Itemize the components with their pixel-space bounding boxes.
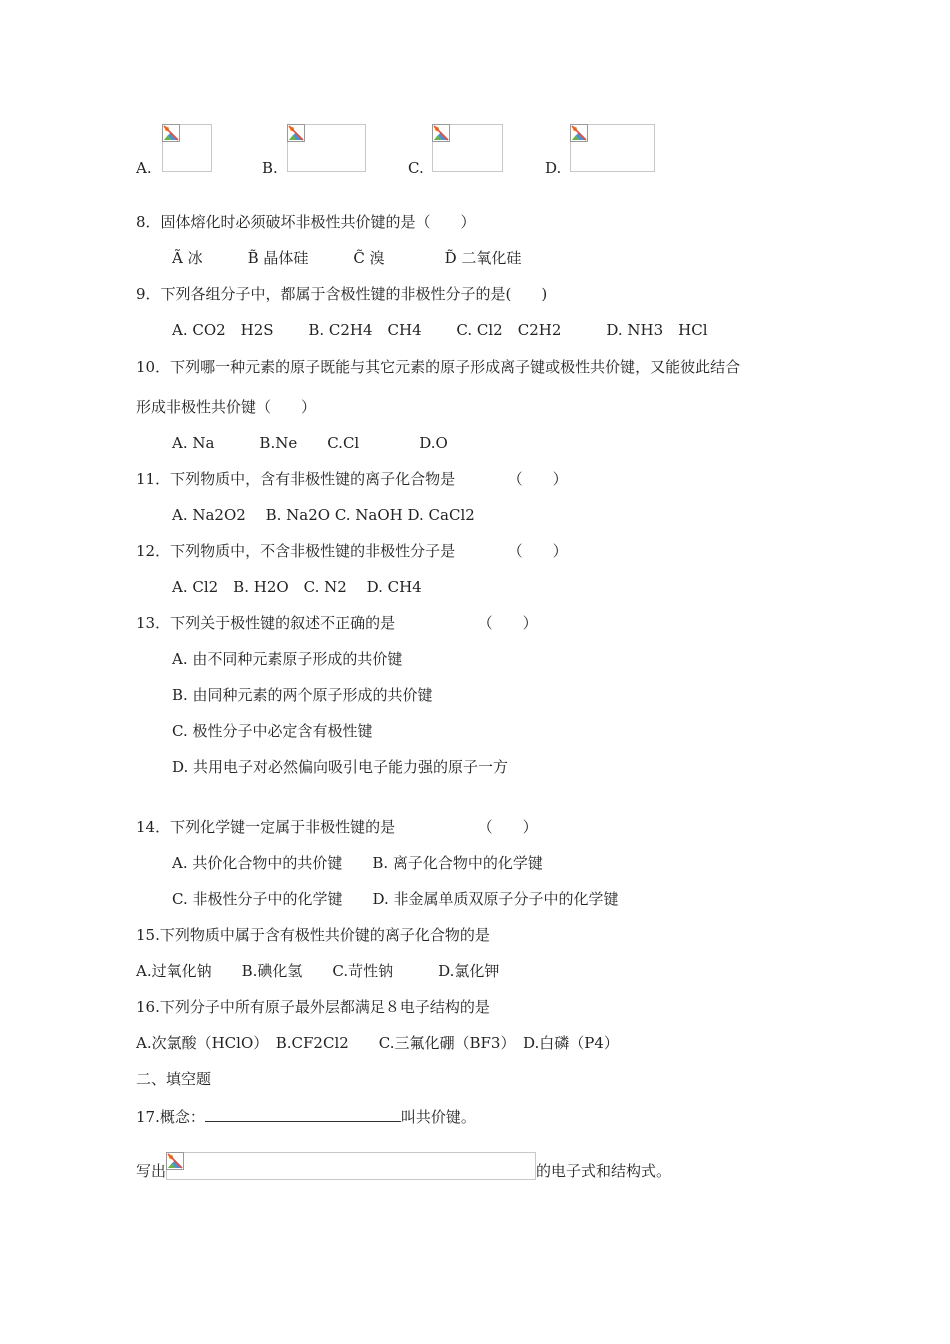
broken-image-icon [287,124,305,142]
q11-stem: 11．下列物质中，含有非极性键的离子化合物是 （ ） [136,470,568,488]
q17-suffix: 叫共价键。 [400,1108,476,1126]
q10-stem-line1: 10．下列哪一种元素的原子既能与其它元素的原子形成离子键或极性共价键，又能彼此结合 [136,358,741,376]
q14-stem: 14．下列化学键一定属于非极性键的是 （ ） [136,818,538,836]
q15-stem: 15.下列物质中属于含有极性共价键的离子化合物的是 [136,926,490,944]
q13-option-c: C. 极性分子中必定含有极性键 [172,722,373,740]
broken-image-icon [570,124,588,142]
broken-image-icon [166,1152,184,1170]
q14-options-ab: A. 共价化合物中的共价键 B. 离子化合物中的化学键 [172,854,543,872]
q7-option-c-image [432,124,503,172]
q10-options: A. Na B.Ne C.Cl D.O [172,434,448,452]
q8-options: Ã 冰 B̃ 晶体硅 C̃ 溴 D̃ 二氧化硅 [172,249,522,267]
q13-stem: 13．下列关于极性键的叙述不正确的是 （ ） [136,614,538,632]
q10-stem-line2: 形成非极性共价键（ ） [136,398,317,416]
q7-option-d-label: D. [545,159,562,177]
q17-answer-blank[interactable] [205,1105,401,1122]
q13-option-b: B. 由同种元素的两个原子形成的共价键 [172,686,433,704]
broken-image-icon [162,124,180,142]
q17-formula-image [166,1152,536,1180]
q17-write-line [136,1152,671,1181]
q7-option-d-image [570,124,655,172]
q12-stem: 12．下列物质中，不含非极性键的非极性分子是 （ ） [136,542,568,560]
broken-image-icon [432,124,450,142]
q9-options: A. CO2 H2S B. C2H4 CH4 C. Cl2 C2H2 D. NH3 HCl [172,321,708,339]
q17-write-suffix: 的电子式和结构式。 [536,1162,672,1180]
q13-option-a: A. 由不同种元素原子形成的共价键 [172,650,403,668]
q8-stem: 8．固体熔化时必须破坏非极性共价键的是（ ） [136,213,476,231]
q16-stem: 16.下列分子中所有原子最外层都满足８电子结构的是 [136,998,490,1016]
q16-options: A.次氯酸（HClO） B.CF2Cl2 C.三氟化硼（BF3） D.白磷（P4） [136,1034,619,1052]
q14-options-cd: C. 非极性分子中的化学键 D. 非金属单质双原子分子中的化学键 [172,890,619,908]
q9-stem: 9．下列各组分子中，都属于含极性键的非极性分子的是( ) [136,285,548,303]
q11-options: A. Na2O2 B. Na2O C. NaOH D. CaCl2 [172,506,475,524]
section-heading: 二、填空题 [136,1070,212,1088]
q7-option-b-label: B. [262,159,278,177]
q17-prefix: 17.概念： [136,1108,205,1126]
q7-option-a-label: A. [136,159,152,177]
q7-option-b-image [287,124,366,172]
q17-concept-line [136,1105,476,1127]
q13-option-d: D. 共用电子对必然偏向吸引电子能力强的原子一方 [172,758,509,776]
q7-option-c-label: C. [408,159,424,177]
q15-options: A.过氧化钠 B.碘化氢 C.苛性钠 D.氯化钾 [136,962,500,980]
q17-write-prefix: 写出 [136,1162,167,1180]
q12-options: A. Cl2 B. H2O C. N2 D. CH4 [172,578,422,596]
q7-option-a-image [162,124,212,172]
